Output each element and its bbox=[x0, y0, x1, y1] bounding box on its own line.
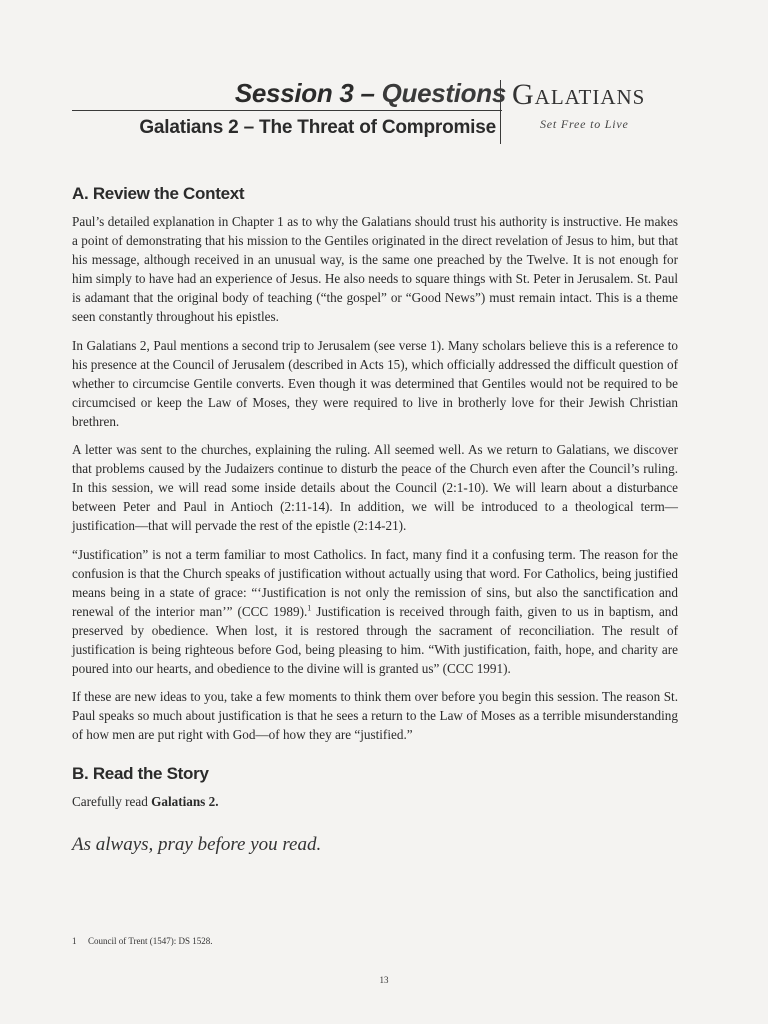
scripture-reference: Galatians 2. bbox=[151, 794, 219, 810]
paragraph-justification bbox=[72, 545, 678, 679]
paragraph: In Galatians 2, Paul mentions a second trip to Jerusalem (see verse 1). Many scholars believe this is a reference to his presence at the Council of Jerusalem (described in Acts 15), which officially addressed the difficult question of whether to circumcise Gentile converts. Even though it was determined that Gentiles would not be required to be circumcised or keep the Law of Moses, they were required to live in brotherly love for their Jewish Christian brethren. bbox=[72, 337, 678, 429]
page-number: 13 bbox=[379, 975, 389, 985]
brand-tagline: Set Free to Live bbox=[540, 117, 629, 131]
brand-title: Galatians bbox=[512, 78, 646, 111]
section-b bbox=[72, 764, 678, 855]
paragraph-part: “Justification” is not a term familiar to most Catholics. In fact, many find it a confusing term. The reason for the confusion is that the Church speaks of justification without actually using that word. For Catholics, being justified means being in a state of grace: “‘Justification is not only the remission of sins, but also the sanctification and renewal of the interior man’” (CCC 1989). bbox=[72, 546, 678, 619]
instruction-prefix: Carefully read bbox=[72, 794, 152, 810]
section-a-heading: A. Review the Context bbox=[72, 184, 245, 203]
paragraph-part: Justification is received through faith, given to us in baptism, and preserved by obedience. When lost, it is restored through the sacrament of reconciliation. The result of justification is being righteous before God, being pleasing to him. “With justification, faith, hope, and charity are poured into our hearts, and obedience to the divine will is granted us” (CCC 1991). bbox=[72, 603, 678, 677]
lesson-title: Galatians 2 – The Threat of Compromise bbox=[139, 117, 496, 138]
session-label: Session 3 – bbox=[234, 78, 382, 108]
footnote bbox=[72, 936, 213, 946]
section-b-heading: B. Read the Story bbox=[72, 764, 209, 784]
paragraph: A letter was sent to the churches, explaining the ruling. All seemed well. As we return to Galatians, we discover that problems caused by the Judaizers continue to disturb the peace of the Church even after the Council’s ruling. In this session, we will read some inside details about the Council (2:1-10). We will learn about a disturbance between Peter and Paul in Antioch (2:11-14). In addition, we will be introduced to a theological term—justification—that will pervade the rest of the epistle (2:14-21). bbox=[72, 442, 678, 534]
footnote-number: 1 bbox=[72, 936, 77, 946]
page-header bbox=[0, 0, 768, 160]
footnote-reference[interactable]: 1 bbox=[307, 603, 312, 613]
header-rule bbox=[72, 110, 502, 111]
header-divider bbox=[500, 80, 501, 144]
session-title bbox=[235, 78, 506, 109]
read-instruction bbox=[72, 792, 678, 811]
pray-note: As always, pray before you read. bbox=[72, 833, 322, 855]
main-content bbox=[72, 184, 678, 856]
session-accent: Questions bbox=[381, 78, 506, 108]
footnote-text: Council of Trent (1547): DS 1528. bbox=[88, 936, 213, 946]
paragraph: If these are new ideas to you, take a few moments to think them over before you begin this session. The reason St. Paul speaks so much about justification is that he sees a return to the Law of Moses as a terrible misunderstanding of how men are put right with God—of how they are “justified.” bbox=[72, 689, 678, 743]
paragraph: Paul’s detailed explanation in Chapter 1 as to why the Galatians should trust his authority is instructive. He makes a point of demonstrating that his mission to the Gentiles originated in the direct revelation of Jesus to him, but that his message, although received in an unusual way, is the same one preached by the Twelve. It is not enough for him simply to have had an experience of Jesus. He also needs to square things with St. Peter in Jerusalem. St. Paul is adamant that the original body of teaching (“the gospel” or “Good News”) must remain intact. This is a theme seen constantly throughout his epistles. bbox=[72, 214, 678, 325]
